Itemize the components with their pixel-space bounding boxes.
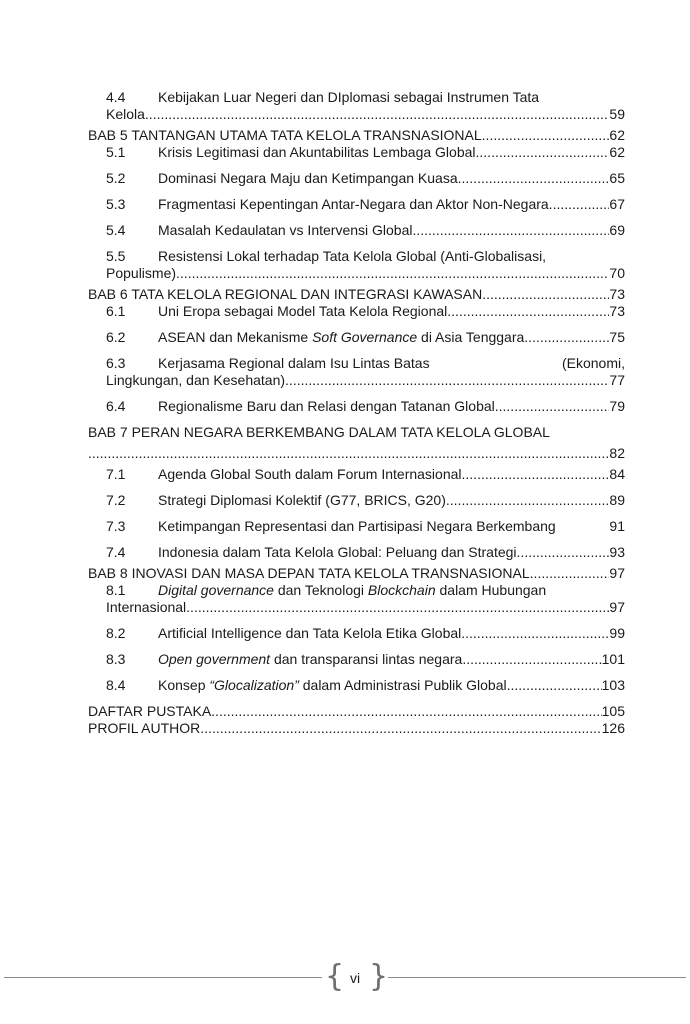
chapter-page: 97 — [609, 565, 625, 581]
entry-page: 62 — [609, 144, 625, 160]
toc-entry-8-3 — [88, 651, 625, 668]
entry-number: 5.5 — [106, 248, 126, 264]
chapter-title: BAB 5 TANTANGAN UTAMA TATA KELOLA TRANSNASIONAL — [88, 127, 482, 143]
entry-title: Artificial Intelligence dan Tata Kelola Etika Global — [158, 625, 462, 641]
entry-title: Fragmentasi Kepentingan Antar-Negara dan Aktor Non-Negara. — [158, 196, 553, 212]
entry-title: Agenda Global South dalam Forum Internasional — [158, 466, 462, 482]
entry-page: 93 — [609, 544, 625, 560]
toc-chapter-7 — [88, 424, 625, 441]
entry-title-cont: Lingkungan, dan Kesehatan) — [106, 372, 286, 388]
chapter-page: 105 — [601, 703, 625, 719]
toc-entry-7-1 — [88, 466, 625, 483]
entry-page: 69 — [609, 222, 625, 238]
toc-entry-8-2 — [88, 625, 625, 642]
entry-title: Kebijakan Luar Negeri dan DIplomasi sebagai Instrumen Tata — [158, 89, 540, 105]
toc-entry-8-1-cont — [88, 599, 625, 616]
entry-title: Digital governance dan Teknologi Blockchain dalam Hubungan — [158, 582, 547, 598]
entry-title: Masalah Kedaulatan vs Intervensi Global — [158, 222, 413, 238]
toc-entry-5-4 — [88, 222, 625, 239]
chapter-page: 82 — [609, 445, 625, 461]
entry-number: 4.4 — [106, 89, 126, 105]
footer-rule-left — [4, 977, 322, 978]
entry-number: 5.4 — [106, 222, 126, 238]
toc-entry-4-4 — [88, 89, 625, 106]
entry-number: 8.1 — [106, 582, 126, 598]
entry-page: 67 — [609, 196, 625, 212]
entry-page: 97 — [609, 599, 625, 615]
entry-page: 75 — [609, 329, 625, 345]
chapter-title: BAB 8 INOVASI DAN MASA DEPAN TATA KELOLA TRANSNASIONAL — [88, 565, 530, 581]
entry-page: 89 — [609, 492, 625, 508]
entry-number: 8.3 — [106, 651, 126, 667]
page-number: vi — [349, 970, 361, 986]
toc-chapter-8 — [88, 565, 625, 582]
toc-daftar-pustaka — [88, 703, 625, 720]
entry-number: 6.2 — [106, 329, 126, 345]
entry-page: 99 — [609, 625, 625, 641]
toc-entry-6-1 — [88, 303, 625, 320]
entry-page: 70 — [609, 265, 625, 281]
right-brace-icon: } — [369, 959, 389, 994]
footer-rule-right — [388, 977, 686, 978]
entry-number: 7.1 — [106, 466, 126, 482]
toc-entry-8-1 — [88, 582, 625, 599]
entry-title-cont: Kelola — [106, 106, 145, 122]
chapter-title: BAB 7 PERAN NEGARA BERKEMBANG DALAM TATA KELOLA GLOBAL — [88, 424, 550, 440]
entry-page: 103 — [601, 677, 625, 693]
entry-title: Open government dan transparansi lintas negara — [158, 651, 463, 667]
entry-page: 65 — [609, 170, 625, 186]
left-brace-icon: { — [325, 959, 345, 994]
entry-number: 7.3 — [106, 518, 126, 534]
entry-page: 91 — [609, 518, 625, 534]
entry-page: 77 — [609, 372, 625, 388]
chapter-page: 126 — [601, 720, 625, 736]
entry-title: Uni Eropa sebagai Model Tata Kelola Regional — [158, 303, 448, 319]
entry-page: 73 — [609, 303, 625, 319]
entry-page: 79 — [609, 398, 625, 414]
entry-page: 101 — [601, 651, 625, 667]
toc-entry-5-3 — [88, 196, 625, 213]
entry-number: 7.2 — [106, 492, 126, 508]
toc-entry-8-4 — [88, 677, 625, 694]
entry-number: 6.3 — [106, 355, 126, 371]
entry-title: Dominasi Negara Maju dan Ketimpangan Kuasa — [158, 170, 458, 186]
entry-number: 6.4 — [106, 398, 126, 414]
chapter-title: PROFIL AUTHOR — [88, 720, 201, 736]
entry-title-cont: Populisme) — [106, 265, 177, 281]
chapter-title: DAFTAR PUSTAKA — [88, 703, 212, 719]
entry-title: Regionalisme Baru dan Relasi dengan Tatanan Global — [158, 398, 495, 414]
toc-entry-5-5-cont — [88, 265, 625, 282]
toc-entry-6-3-cont — [88, 372, 625, 389]
chapter-title: BAB 6 TATA KELOLA REGIONAL DAN INTEGRASI KAWASAN — [88, 286, 483, 302]
entry-number: 5.3 — [106, 196, 126, 212]
entry-title: Kerjasama Regional dalam Isu Lintas Batas — [158, 355, 430, 371]
entry-title: Krisis Legitimasi dan Akuntabilitas Lembaga Global — [158, 144, 476, 160]
entry-number: 8.4 — [106, 677, 126, 693]
toc-entry-7-4 — [88, 544, 625, 561]
entry-title-cont: Internasional — [106, 599, 187, 615]
entry-title: Indonesia dalam Tata Kelola Global: Peluang dan Strategi — [158, 544, 517, 560]
toc-profil-author — [88, 720, 625, 737]
entry-number: 5.2 — [106, 170, 126, 186]
chapter-page: 62 — [609, 127, 625, 143]
entry-title: Ketimpangan Representasi dan Partisipasi Negara Berkembang — [158, 518, 556, 534]
toc-entry-6-2 — [88, 329, 625, 346]
toc-entry-5-1 — [88, 144, 625, 161]
toc-chapter-7-cont — [88, 445, 625, 462]
entry-page: 84 — [609, 466, 625, 482]
entry-page: 59 — [609, 106, 625, 122]
toc-chapter-5 — [88, 127, 625, 144]
toc-entry-5-2 — [88, 170, 625, 187]
entry-title-right: (Ekonomi, — [561, 355, 625, 371]
toc-entry-7-2 — [88, 492, 625, 509]
entry-title: ASEAN dan Mekanisme Soft Governance di Asia Tenggara — [158, 329, 525, 345]
entry-number: 5.1 — [106, 144, 126, 160]
entry-number: 8.2 — [106, 625, 126, 641]
toc-entry-5-5 — [88, 248, 625, 265]
toc-entry-6-3 — [88, 355, 625, 372]
toc-entry-7-3 — [88, 518, 625, 535]
chapter-page: 73 — [609, 286, 625, 302]
table-of-contents — [88, 89, 625, 737]
entry-title: Strategi Diplomasi Kolektif (G77, BRICS, G20) — [158, 492, 446, 508]
toc-entry-4-4-cont — [88, 106, 625, 123]
toc-chapter-6 — [88, 286, 625, 303]
entry-number: 6.1 — [106, 303, 126, 319]
toc-entry-6-4 — [88, 398, 625, 415]
entry-title: Konsep “Glocalization” dalam Administrasi Publik Global — [158, 677, 507, 693]
entry-number: 7.4 — [106, 544, 126, 560]
entry-title: Resistensi Lokal terhadap Tata Kelola Global (Anti-Globalisasi, — [158, 248, 547, 264]
